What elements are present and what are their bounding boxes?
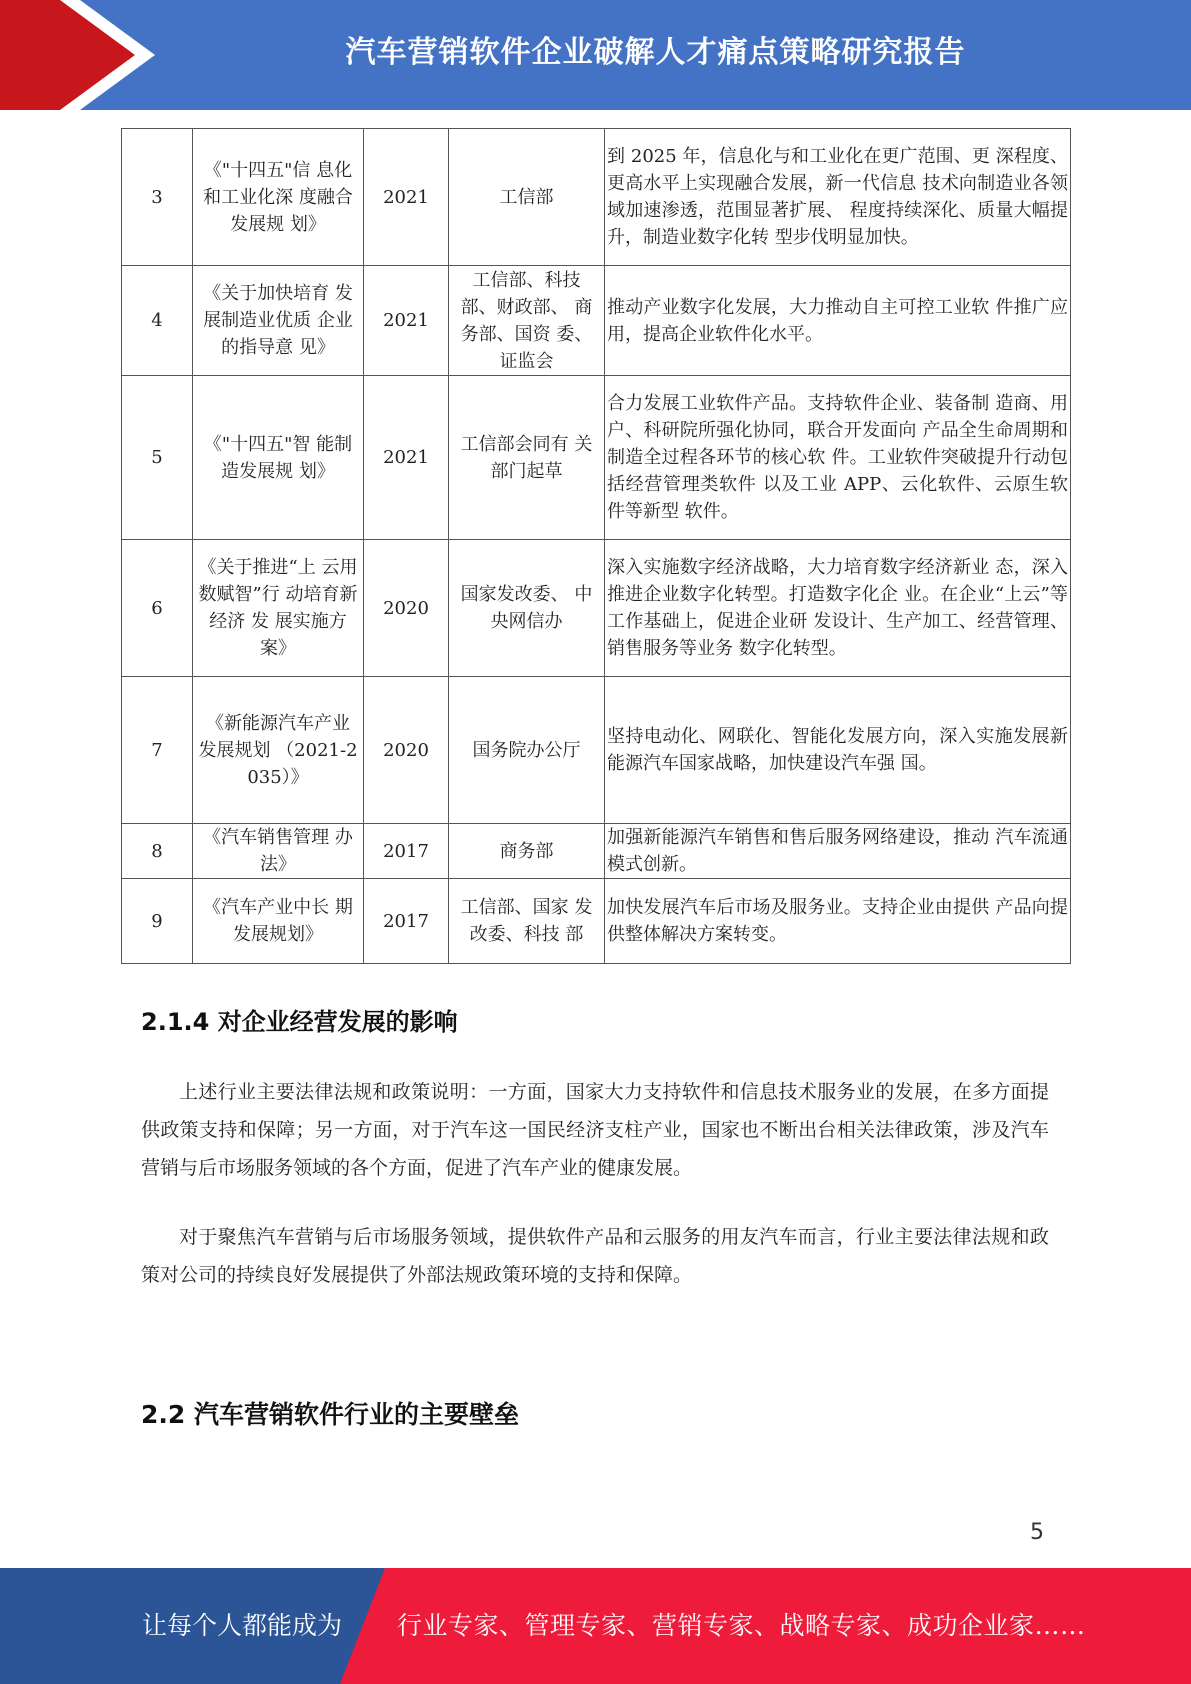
policy-name: 《"十四五"智 能制造发展规 划》 bbox=[193, 376, 364, 540]
policy-year: 2020 bbox=[364, 540, 449, 677]
section-heading-2-1-4: 2.1.4 对企业经营发展的影响 bbox=[141, 1008, 458, 1036]
policy-year: 2017 bbox=[364, 824, 449, 879]
policy-year: 2021 bbox=[364, 376, 449, 540]
policy-name: 《新能源汽车产业 发展规划 （2021-2035）》 bbox=[193, 677, 364, 824]
table-row bbox=[122, 677, 1071, 824]
table-row bbox=[122, 266, 1071, 376]
policy-year: 2021 bbox=[364, 129, 449, 266]
row-number: 6 bbox=[122, 540, 193, 677]
row-number: 3 bbox=[122, 129, 193, 266]
policy-year: 2017 bbox=[364, 879, 449, 964]
page-number: 5 bbox=[1030, 1520, 1044, 1545]
row-number: 5 bbox=[122, 376, 193, 540]
row-number: 4 bbox=[122, 266, 193, 376]
issuing-department: 商务部 bbox=[449, 824, 605, 879]
policy-name: 《关于推进“上 云用数赋智”行 动培育新经济 发 展实施方案》 bbox=[193, 540, 364, 677]
footer-slogan-right: 行业专家、管理专家、营销专家、战略专家、成功企业家…… bbox=[397, 1611, 1086, 1640]
header-red-arrow bbox=[0, 0, 135, 110]
policy-content: 合力发展工业软件产品。支持软件企业、装备制 造商、用户、科研院所强化协同，联合开发面向 产品全生命周期和制造全过程各环节的核心软 件。工业软件突破提升行动包括经营管理类软件 以及工业 APP、云化软件、云原生软件等新型 软件。 bbox=[605, 376, 1071, 540]
policy-name: 《"十四五"信 息化和工业化深 度融合发展规 划》 bbox=[193, 129, 364, 266]
row-number: 9 bbox=[122, 879, 193, 964]
issuing-department: 工信部会同有 关部门起草 bbox=[449, 376, 605, 540]
table-row bbox=[122, 540, 1071, 677]
policy-content: 加强新能源汽车销售和售后服务网络建设，推动 汽车流通模式创新。 bbox=[605, 824, 1071, 879]
issuing-department: 工信部 bbox=[449, 129, 605, 266]
table-row bbox=[122, 376, 1071, 540]
body-paragraph: 对于聚焦汽车营销与后市场服务领域，提供软件产品和云服务的用友汽车而言，行业主要法律法规和政策对公司的持续良好发展提供了外部法规政策环境的支持和保障。 bbox=[141, 1226, 1049, 1286]
policy-name: 《关于加快培育 发展制造业优质 企业的指导意 见》 bbox=[193, 266, 364, 376]
report-title: 汽车营销软件企业破解人才痛点策略研究报告 bbox=[345, 35, 966, 70]
body-paragraph: 上述行业主要法律法规和政策说明：一方面，国家大力支持软件和信息技术服务业的发展，在多方面提供政策支持和保障；另一方面，对于汽车这一国民经济支柱产业，国家也不断出台相关法律政策，涉及汽车营销与后市场服务领域的各个方面，促进了汽车产业的健康发展。 bbox=[141, 1081, 1049, 1179]
policy-year: 2020 bbox=[364, 677, 449, 824]
page-footer bbox=[0, 1568, 1191, 1684]
section-heading-2-2: 2.2 汽车营销软件行业的主要壁垒 bbox=[141, 1400, 519, 1429]
issuing-department: 国家发改委、 中央网信办 bbox=[449, 540, 605, 677]
issuing-department: 国务院办公厅 bbox=[449, 677, 605, 824]
policy-name: 《汽车销售管理 办法》 bbox=[193, 824, 364, 879]
row-number: 7 bbox=[122, 677, 193, 824]
policy-table bbox=[121, 128, 1071, 964]
policy-content: 加快发展汽车后市场及服务业。支持企业由提供 产品向提供整体解决方案转变。 bbox=[605, 879, 1071, 964]
issuing-department: 工信部、国家 发改委、科技 部 bbox=[449, 879, 605, 964]
policy-content: 推动产业数字化发展，大力推动自主可控工业软 件推广应用，提高企业软件化水平。 bbox=[605, 266, 1071, 376]
policy-name: 《汽车产业中长 期发展规划》 bbox=[193, 879, 364, 964]
row-number: 8 bbox=[122, 824, 193, 879]
policy-content: 坚持电动化、网联化、智能化发展方向，深入实施发展新能源汽车国家战略，加快建设汽车强 国。 bbox=[605, 677, 1071, 824]
footer-slogan-left: 让每个人都能成为 bbox=[142, 1611, 343, 1640]
issuing-department: 工信部、科技 部、财政部、 商务部、国资 委、证监会 bbox=[449, 266, 605, 376]
policy-content: 深入实施数字经济战略，大力培育数字经济新业 态，深入推进企业数字化转型。打造数字化企 业。在企业“上云”等工作基础上，促进企业研 发设计、生产加工、经营管理、销售服务等业务 数字化转型。 bbox=[605, 540, 1071, 677]
page-header bbox=[0, 0, 1191, 110]
table-row bbox=[122, 129, 1071, 266]
table-row bbox=[122, 879, 1071, 964]
policy-content: 到 2025 年，信息化与和工业化在更广范围、更 深程度、更高水平上实现融合发展，新一代信息 技术向制造业各领域加速渗透，范围显著扩展、 程度持续深化、质量大幅提升，制造业数字化转 型步伐明显加快。 bbox=[605, 129, 1071, 266]
policy-year: 2021 bbox=[364, 266, 449, 376]
table-row bbox=[122, 824, 1071, 879]
